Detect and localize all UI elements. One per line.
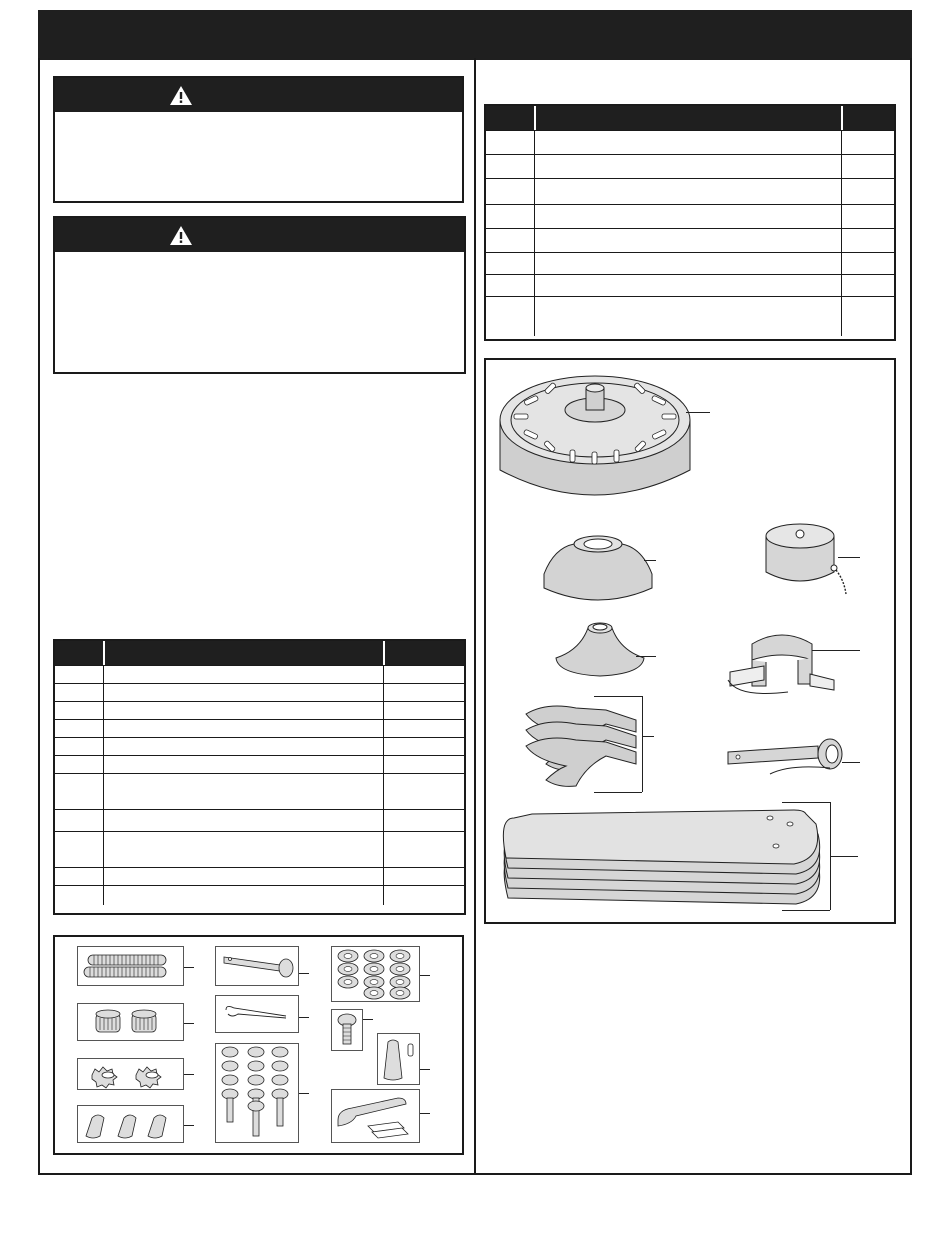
screws-icon: [78, 947, 183, 985]
parts-table-cell: [486, 131, 534, 154]
hardware-table-cell: [384, 720, 464, 737]
coupling-cover-icon: [552, 618, 648, 682]
lock-washers-icon: [78, 1059, 183, 1089]
hardware-table-cell: [104, 886, 383, 905]
parts-table-cell: [535, 229, 841, 252]
wire-connector-icon: [378, 1034, 419, 1084]
hardware-lock-washers-box: [77, 1058, 184, 1090]
hardware-table-cell: [384, 684, 464, 701]
hardware-table-body: [55, 665, 464, 905]
hardware-table-cell: [104, 756, 383, 773]
hardware-wire-connector-box: [377, 1033, 420, 1085]
parts-table-row: [486, 178, 894, 204]
hardware-table-cell: [55, 810, 103, 831]
warning-header-1: [55, 78, 462, 112]
parts-table-cell: [486, 253, 534, 274]
parts-table-cell: [535, 155, 841, 178]
parts-col-key: [486, 106, 534, 130]
instructions-text: [53, 390, 464, 620]
hardware-table-cell: [55, 702, 103, 719]
hardware-hairpin-clip-box: [215, 995, 299, 1033]
hardware-table-cell: [384, 774, 464, 809]
hardware-table-cell: [55, 832, 103, 867]
hardware-table-cell: [55, 868, 103, 885]
hardware-table-row: [55, 701, 464, 719]
parts-table-cell: [486, 229, 534, 252]
parts-table-cell: [842, 275, 894, 296]
hardware-screws-box: [77, 946, 184, 986]
hardware-table-cell: [384, 832, 464, 867]
hardware-mounting-screw-box: [331, 1009, 363, 1051]
wire-nuts-icon: [78, 1106, 183, 1142]
hardware-table-cell: [55, 756, 103, 773]
hardware-illustration-panel: [53, 935, 464, 1155]
hardware-table-row: [55, 683, 464, 701]
hardware-table-cell: [384, 886, 464, 905]
parts-table-cell: [486, 275, 534, 296]
parts-table-cell: [842, 297, 894, 336]
hardware-table-cell: [384, 868, 464, 885]
parts-table-cell: [842, 131, 894, 154]
hardware-table-cell: [104, 666, 383, 683]
mounting-screw-icon: [332, 1010, 362, 1050]
motor-assembly-icon: [494, 370, 694, 510]
parts-table-cell: [842, 205, 894, 228]
parts-table-row: [486, 204, 894, 228]
header-bar: [38, 10, 912, 60]
canopy-icon: [538, 528, 658, 608]
parts-table-row: [486, 296, 894, 336]
parts-table-cell: [535, 131, 841, 154]
hardware-wire-nuts-box: [77, 1105, 184, 1143]
blades-icon: [500, 800, 830, 914]
warning-triangle-icon: [169, 225, 193, 246]
hardware-fiber-washers-box: [331, 946, 420, 1002]
column-divider: [474, 58, 476, 1175]
parts-table-cell: [842, 179, 894, 204]
hardware-table-cell: [104, 702, 383, 719]
hardware-knobs-box: [77, 1003, 184, 1041]
hardware-table-cell: [55, 774, 103, 809]
hardware-col-key: [55, 641, 103, 665]
clevis-pin-icon: [216, 947, 298, 985]
parts-table-body: [486, 130, 894, 336]
hardware-table-row: [55, 773, 464, 809]
blade-screws-icon: [216, 1044, 298, 1142]
parts-table-row: [486, 228, 894, 252]
hardware-col-description: [105, 641, 383, 665]
hardware-table-row: [55, 755, 464, 773]
parts-col-description: [536, 106, 841, 130]
warning-box-2: [53, 216, 466, 374]
hardware-table-row: [55, 867, 464, 885]
parts-table-row: [486, 252, 894, 274]
warning-header-2: [55, 218, 464, 252]
warning-triangle-icon: [169, 85, 193, 106]
parts-table-cell: [535, 297, 841, 336]
hardware-col-qty: [385, 641, 464, 665]
hardware-table-cell: [55, 886, 103, 905]
hardware-table-cell: [55, 666, 103, 683]
parts-col-qty: [843, 106, 894, 130]
parts-table-row: [486, 274, 894, 296]
downrod-icon: [724, 734, 854, 790]
parts-table-row: [486, 154, 894, 178]
hardware-table-row: [55, 719, 464, 737]
parts-table-cell: [486, 179, 534, 204]
parts-table-cell: [535, 253, 841, 274]
hairpin-clip-icon: [216, 996, 298, 1032]
hardware-table-row: [55, 809, 464, 831]
parts-table-cell: [535, 275, 841, 296]
parts-table-cell: [842, 155, 894, 178]
parts-table-cell: [486, 297, 534, 336]
blade-arms-icon: [516, 694, 646, 814]
hardware-table-cell: [104, 720, 383, 737]
parts-table-cell: [842, 253, 894, 274]
hardware-table-cell: [104, 868, 383, 885]
hardware-table-row: [55, 885, 464, 905]
parts-table-cell: [535, 205, 841, 228]
knobs-icon: [78, 1004, 183, 1040]
switch-housing-icon: [760, 520, 870, 600]
hardware-balancing-kit-box: [331, 1089, 420, 1143]
hardware-table-cell: [104, 684, 383, 701]
parts-table-row: [486, 130, 894, 154]
hardware-table-header: [55, 641, 464, 665]
fiber-washers-icon: [332, 947, 419, 1001]
warning-text-2: [55, 252, 464, 268]
hardware-table-cell: [104, 774, 383, 809]
hardware-table-cell: [55, 720, 103, 737]
hardware-table-cell: [104, 810, 383, 831]
hardware-table-cell: [104, 832, 383, 867]
hardware-table-row: [55, 737, 464, 755]
hardware-table-cell: [384, 810, 464, 831]
hardware-table: [53, 639, 466, 915]
parts-table-cell: [535, 179, 841, 204]
parts-table-header: [486, 106, 894, 130]
hardware-blade-screws-box: [215, 1043, 299, 1143]
hardware-table-cell: [384, 666, 464, 683]
balancing-kit-icon: [332, 1090, 419, 1142]
parts-table-cell: [486, 205, 534, 228]
hardware-table-cell: [55, 684, 103, 701]
parts-illustration-panel: [484, 358, 896, 924]
parts-table: [484, 104, 896, 341]
hardware-table-cell: [384, 738, 464, 755]
hardware-table-row: [55, 831, 464, 867]
parts-table-cell: [486, 155, 534, 178]
hanger-bracket-icon: [724, 622, 844, 706]
parts-table-cell: [842, 229, 894, 252]
warning-box-1: [53, 76, 464, 203]
hardware-table-cell: [384, 702, 464, 719]
warning-text-1: [55, 112, 462, 128]
hardware-clevis-pin-box: [215, 946, 299, 986]
hardware-table-cell: [104, 738, 383, 755]
hardware-table-row: [55, 665, 464, 683]
hardware-table-cell: [384, 756, 464, 773]
hardware-table-cell: [55, 738, 103, 755]
